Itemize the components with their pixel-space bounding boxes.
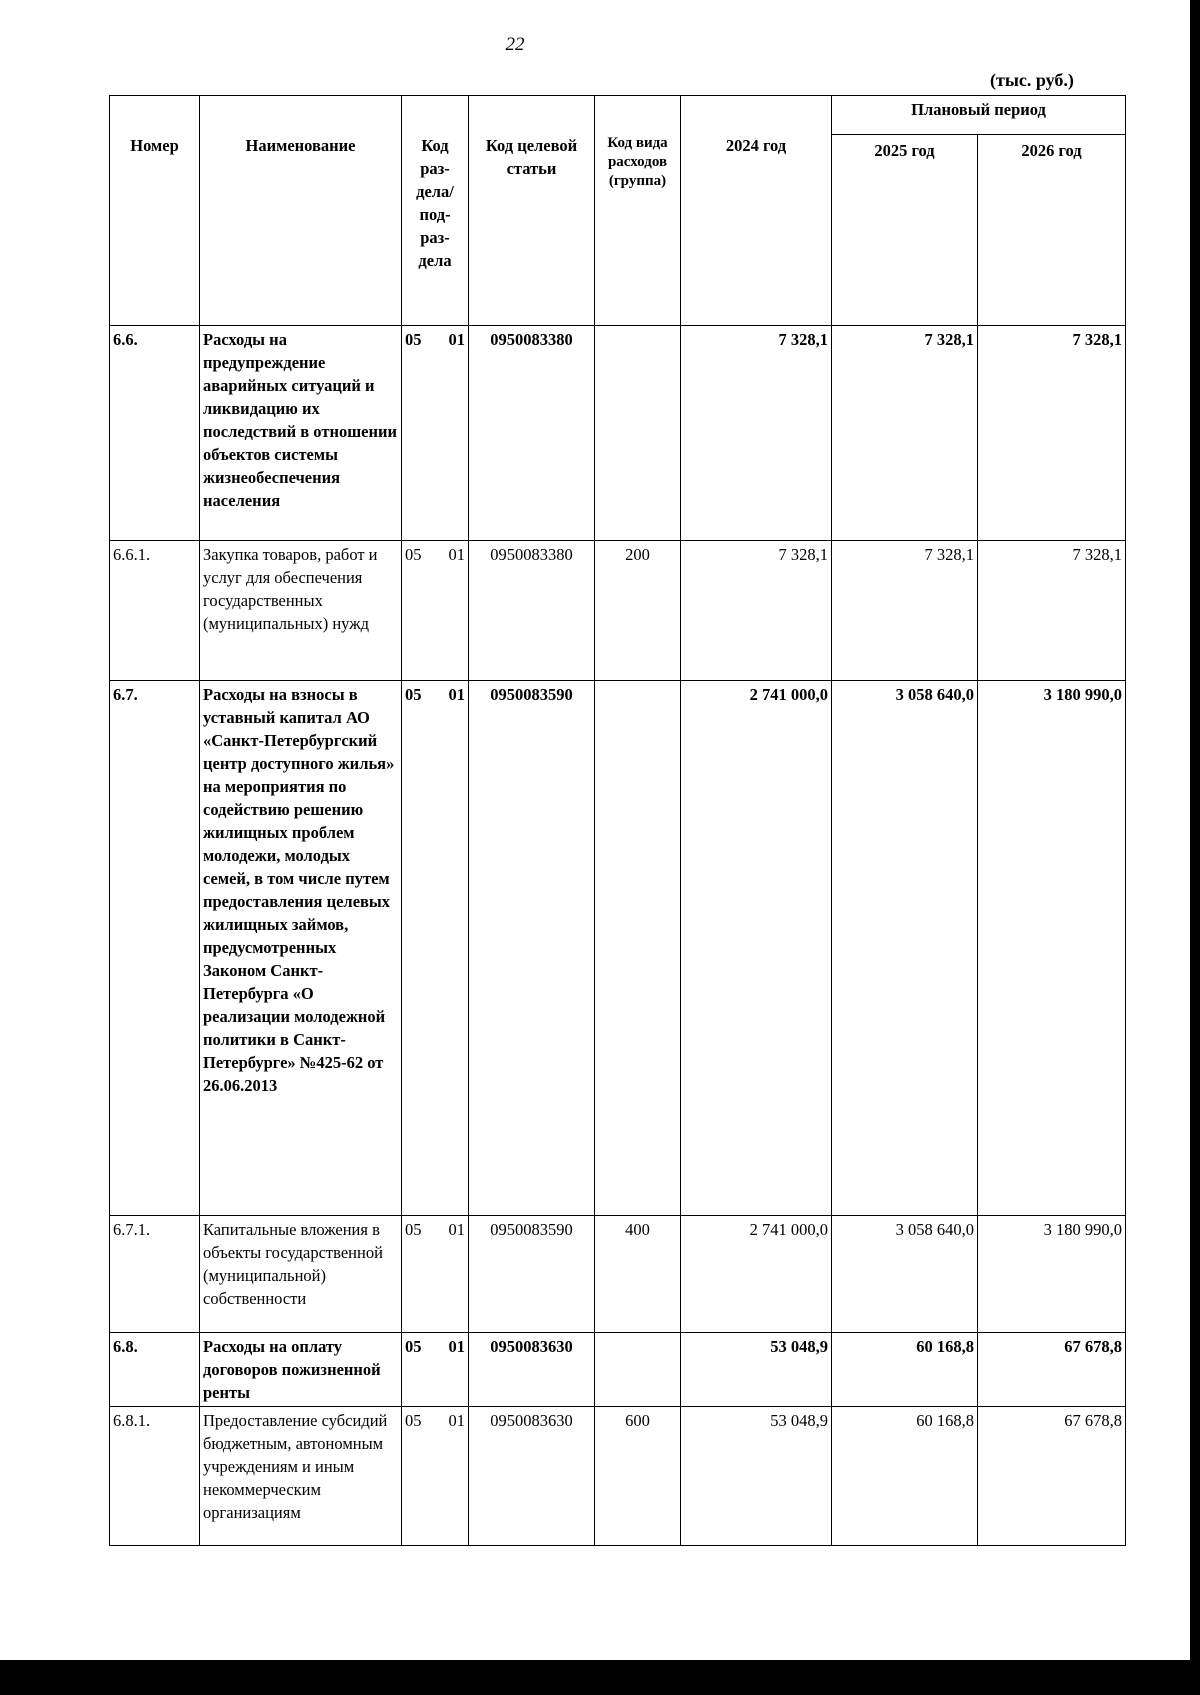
row-value-2024: 53 048,9 bbox=[681, 1333, 832, 1407]
row-number: 6.6. bbox=[110, 326, 200, 541]
row-section-code bbox=[402, 326, 469, 541]
header-plan-period: Плановый период bbox=[832, 96, 1126, 135]
row-target-code: 0950083380 bbox=[469, 541, 595, 681]
section-code: 05 bbox=[405, 1411, 422, 1430]
row-section-code bbox=[402, 1407, 469, 1546]
row-target-code: 0950083590 bbox=[469, 1216, 595, 1333]
page-number: 22 bbox=[505, 34, 525, 55]
row-name: Предоставление субсидий бюджетным, автономным учреждениям и иным некоммерческим организациям bbox=[200, 1407, 402, 1546]
row-section-code bbox=[402, 1216, 469, 1333]
row-name: Расходы на взносы в уставный капитал АО «Санкт-Петербургский центр доступного жилья» на мероприятия по содействию решению жилищных проблем молодежи, молодых семей, в том числе путем предоставления целевых жилищных займов, предусмотренных Законом Санкт-Петербурга «О реализации молодежной политики в Санкт-Петербурге» №425-62 от 26.06.2013 bbox=[200, 681, 402, 1216]
row-number: 6.7. bbox=[110, 681, 200, 1216]
row-expense-group bbox=[595, 1333, 681, 1407]
header-number: Номер bbox=[110, 96, 200, 326]
table-row bbox=[110, 1333, 1126, 1407]
row-number: 6.8.1. bbox=[110, 1407, 200, 1546]
row-value-2026: 67 678,8 bbox=[978, 1407, 1126, 1546]
header-row-1 bbox=[110, 96, 1126, 135]
scan-edge-right bbox=[1190, 0, 1200, 1695]
row-number: 6.8. bbox=[110, 1333, 200, 1407]
row-value-2025: 60 168,8 bbox=[832, 1407, 978, 1546]
units-label: (тыс. руб.) bbox=[990, 70, 1074, 90]
row-section-code bbox=[402, 681, 469, 1216]
section-code: 05 bbox=[405, 1337, 422, 1356]
row-value-2025: 60 168,8 bbox=[832, 1333, 978, 1407]
section-code: 05 bbox=[405, 1220, 422, 1239]
header-year-2026: 2026 год bbox=[978, 135, 1126, 326]
header-expense-type: Код вида расходов (группа) bbox=[595, 96, 681, 326]
row-value-2025: 7 328,1 bbox=[832, 326, 978, 541]
row-number: 6.6.1. bbox=[110, 541, 200, 681]
row-value-2024: 53 048,9 bbox=[681, 1407, 832, 1546]
row-expense-group: 600 bbox=[595, 1407, 681, 1546]
row-name: Расходы на предупреждение аварийных ситуаций и ликвидацию их последствий в отношении объектов системы жизнеобеспечения населения bbox=[200, 326, 402, 541]
row-target-code: 0950083630 bbox=[469, 1333, 595, 1407]
row-target-code: 0950083630 bbox=[469, 1407, 595, 1546]
row-name: Закупка товаров, работ и услуг для обеспечения государственных (муниципальных) нужд bbox=[200, 541, 402, 681]
subsection-code: 01 bbox=[448, 685, 465, 704]
subsection-code: 01 bbox=[448, 1337, 465, 1356]
row-value-2024: 7 328,1 bbox=[681, 541, 832, 681]
table-row bbox=[110, 681, 1126, 1216]
header-year-2025: 2025 год bbox=[832, 135, 978, 326]
row-name: Капитальные вложения в объекты государственной (муниципальной) собственности bbox=[200, 1216, 402, 1333]
section-code: 05 bbox=[405, 685, 422, 704]
row-target-code: 0950083590 bbox=[469, 681, 595, 1216]
table-row bbox=[110, 1407, 1126, 1546]
section-code: 05 bbox=[405, 545, 422, 564]
header-section-code: Код раз-дела/ под-раз-дела bbox=[402, 96, 469, 326]
row-value-2025: 7 328,1 bbox=[832, 541, 978, 681]
header-year-2024: 2024 год bbox=[681, 96, 832, 326]
row-expense-group: 200 bbox=[595, 541, 681, 681]
header-name: Наименование bbox=[200, 96, 402, 326]
row-value-2026: 7 328,1 bbox=[978, 326, 1126, 541]
subsection-code: 01 bbox=[448, 330, 465, 349]
table-row bbox=[110, 541, 1126, 681]
row-value-2026: 67 678,8 bbox=[978, 1333, 1126, 1407]
scan-edge-bottom bbox=[0, 1660, 1200, 1695]
row-expense-group: 400 bbox=[595, 1216, 681, 1333]
row-value-2024: 2 741 000,0 bbox=[681, 681, 832, 1216]
row-name: Расходы на оплату договоров пожизненной ренты bbox=[200, 1333, 402, 1407]
row-value-2026: 3 180 990,0 bbox=[978, 681, 1126, 1216]
row-value-2026: 3 180 990,0 bbox=[978, 1216, 1126, 1333]
row-value-2025: 3 058 640,0 bbox=[832, 1216, 978, 1333]
row-value-2026: 7 328,1 bbox=[978, 541, 1126, 681]
row-expense-group bbox=[595, 681, 681, 1216]
row-section-code bbox=[402, 1333, 469, 1407]
subsection-code: 01 bbox=[448, 545, 465, 564]
header-target-code: Код целевой статьи bbox=[469, 96, 595, 326]
row-number: 6.7.1. bbox=[110, 1216, 200, 1333]
row-value-2024: 7 328,1 bbox=[681, 326, 832, 541]
row-expense-group bbox=[595, 326, 681, 541]
row-value-2024: 2 741 000,0 bbox=[681, 1216, 832, 1333]
budget-table bbox=[109, 95, 1126, 1546]
row-value-2025: 3 058 640,0 bbox=[832, 681, 978, 1216]
subsection-code: 01 bbox=[448, 1220, 465, 1239]
subsection-code: 01 bbox=[448, 1411, 465, 1430]
row-target-code: 0950083380 bbox=[469, 326, 595, 541]
section-code: 05 bbox=[405, 330, 422, 349]
table-row bbox=[110, 1216, 1126, 1333]
row-section-code bbox=[402, 541, 469, 681]
table-row bbox=[110, 326, 1126, 541]
